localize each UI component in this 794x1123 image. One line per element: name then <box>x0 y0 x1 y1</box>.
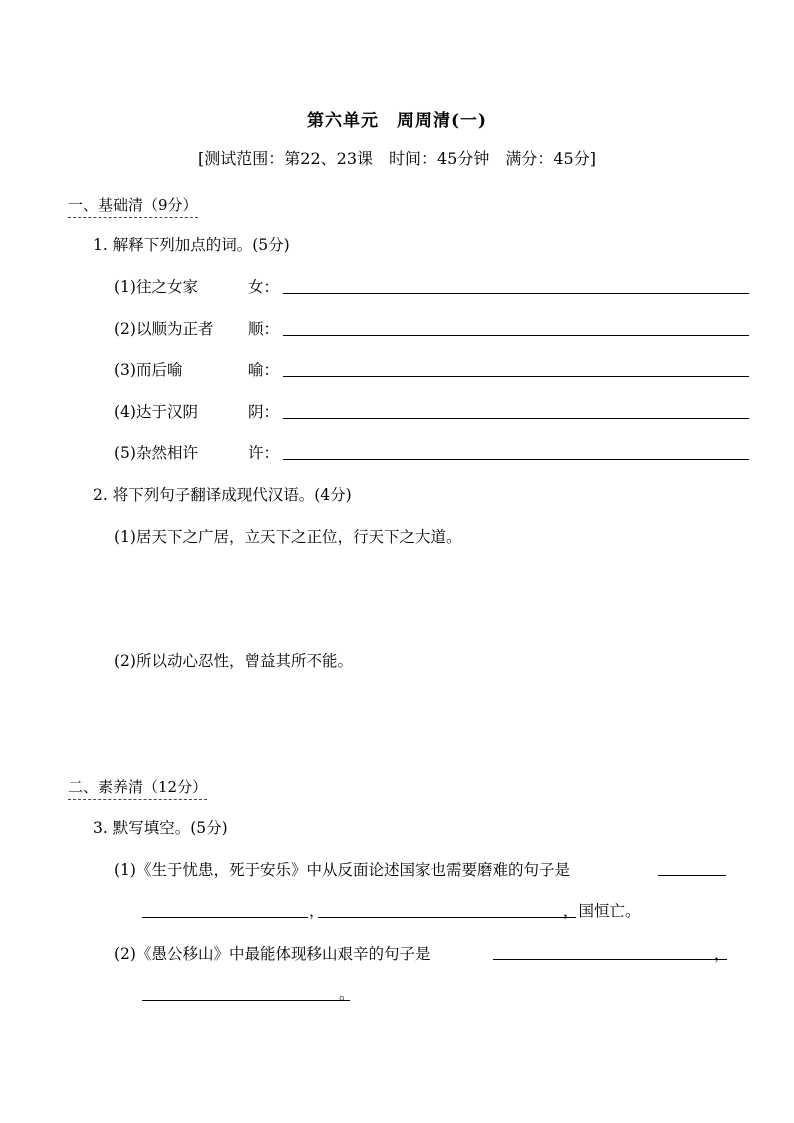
q1-item-5-phrase: (5)杂然相许 <box>114 444 198 462</box>
q1-item-5-answer-line[interactable] <box>283 459 749 460</box>
q3-item-1-blank-2[interactable] <box>142 917 308 918</box>
page-title: 第六单元 周周清(一) <box>306 111 488 131</box>
q1-item-2-phrase: (2)以顺为正者 <box>114 320 214 338</box>
q1-item-2-word: 顺： <box>248 320 280 338</box>
q1-item-4-word: 阴： <box>248 403 280 421</box>
section-title-literacy: 二、素养清（12分） <box>68 776 207 800</box>
q3-item-1-separator: ， <box>309 902 325 920</box>
q3-item-2-blank-1[interactable] <box>493 959 727 960</box>
q1-item-4-phrase: (4)达于汉阴 <box>114 403 198 421</box>
test-range: [测试范围：第22、23课 时间：45分钟 满分：45分] <box>198 149 596 168</box>
q3-item-1-blank-3[interactable] <box>318 917 576 918</box>
question-1-prompt: 1. 解释下列加点的词。(5分) <box>93 236 290 254</box>
q1-item-3-word: 喻： <box>248 361 280 379</box>
q1-item-2-answer-line[interactable] <box>283 335 749 336</box>
q3-item-2-ending: 。 <box>339 985 355 1003</box>
q3-item-1-text: (1)《生于忧患，死于安乐》中从反面论述国家也需要磨难的句子是 <box>114 861 570 879</box>
q3-item-1-ending: ，国恒亡。 <box>563 902 641 920</box>
q3-item-1-blank-1[interactable] <box>658 875 726 876</box>
section-title-basic: 一、基础清（9分） <box>68 194 198 218</box>
q3-item-2-text: (2)《愚公移山》中最能体现移山艰辛的句子是 <box>114 945 431 963</box>
q1-item-1-word: 女： <box>248 278 280 296</box>
question-2-prompt: 2. 将下列句子翻译成现代汉语。(4分) <box>93 486 352 504</box>
q2-sentence-1: (1)居天下之广居，立天下之正位，行天下之大道。 <box>114 528 462 546</box>
q2-sentence-2: (2)所以动心忍性，曾益其所不能。 <box>114 652 353 670</box>
q1-item-1-phrase: (1)往之女家 <box>114 278 198 296</box>
q3-item-2-blank-2[interactable] <box>142 1000 350 1001</box>
q1-item-3-answer-line[interactable] <box>283 376 749 377</box>
q1-item-1-answer-line[interactable] <box>283 293 749 294</box>
q1-item-5-word: 许： <box>248 444 280 462</box>
q1-item-4-answer-line[interactable] <box>283 418 749 419</box>
question-3-prompt: 3. 默写填空。(5分) <box>93 819 228 837</box>
q3-item-2-separator: ， <box>714 945 730 963</box>
q1-item-3-phrase: (3)而后喻 <box>114 361 183 379</box>
